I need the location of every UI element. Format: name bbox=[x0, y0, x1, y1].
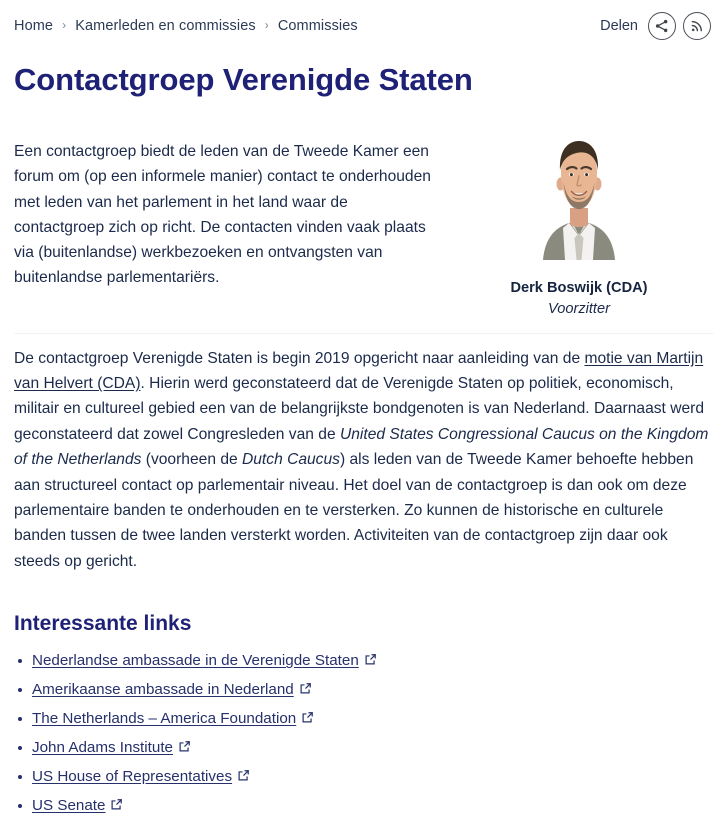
link-netherlands-america-foundation[interactable]: The Netherlands – America Foundation bbox=[32, 710, 297, 728]
body-paragraph bbox=[14, 346, 714, 575]
portrait-illustration bbox=[535, 132, 623, 260]
body-text-part-2: . Hierin werd geconstateerd dat de Verenigde Staten op politiek, economisch, militair en cultureel gebied een van de belangrijkste bondgenoten is van Nederland. Daarnaast werd geconstateerd dat zowel Congresleden van de bbox=[14, 374, 705, 443]
portrait-name: Derk Boswijk (CDA) bbox=[510, 279, 648, 296]
share-button[interactable] bbox=[648, 12, 676, 40]
external-link-icon bbox=[237, 769, 250, 782]
breadcrumb-item-kamerleden-en-commissies[interactable]: Kamerleden en commissies bbox=[75, 18, 256, 34]
link-us-senate[interactable]: US Senate bbox=[32, 797, 106, 815]
portrait-block bbox=[434, 124, 714, 317]
list-item bbox=[14, 708, 714, 730]
intro-paragraph: Een contactgroep biedt de leden van de Tweede Kamer een forum om (op een informele manier) contact te onderhouden met leden van het parlement in het land waar de contactgroep zich op richt. De contacten vinden vaak plaats via (buitenlandse) werkbezoeken en ontvangsten van buitenlandse parlementariërs. bbox=[14, 143, 431, 287]
external-link-icon bbox=[110, 798, 123, 811]
share-group bbox=[600, 12, 714, 40]
portrait-role: Voorzitter bbox=[548, 300, 610, 317]
body-text-part-4: ) als leden van de Tweede Kamer behoefte hebben aan structureel contact op parlementair niveau. Het doel van de contactgroep is dan ook om deze parlementaire banden te onderhouden en te versterken. Zo kunnen de historische en culturele banden tussen de twee landen versterkt worden. Activiteiten van de contactgroep zijn daar ook steeds op gericht. bbox=[14, 451, 694, 570]
list-item bbox=[14, 679, 714, 701]
page-title: Contactgroep Verenigde Staten bbox=[14, 62, 473, 97]
list-item bbox=[14, 766, 714, 788]
body-text-part-3: (voorheen de bbox=[141, 451, 242, 469]
list-item bbox=[14, 650, 714, 672]
breadcrumb-item-commissies[interactable]: Commissies bbox=[277, 18, 358, 34]
share-label: Delen bbox=[600, 18, 638, 34]
link-nederlandse-ambassade[interactable]: Nederlandse ambassade in de Verenigde Staten bbox=[32, 652, 359, 670]
links-section-title: Interessante links bbox=[14, 612, 192, 636]
external-link-icon bbox=[299, 682, 312, 695]
motie-link[interactable]: motie van Martijn van Helvert (CDA) bbox=[14, 349, 704, 392]
breadcrumb-item-home[interactable]: Home bbox=[14, 18, 54, 34]
rss-icon bbox=[689, 18, 705, 34]
breadcrumb-separator-icon: › bbox=[264, 18, 269, 32]
topbar bbox=[14, 0, 714, 46]
section-divider bbox=[14, 333, 714, 334]
share-nodes-icon bbox=[654, 18, 670, 34]
rss-button[interactable] bbox=[683, 12, 711, 40]
list-item bbox=[14, 795, 714, 817]
external-link-icon bbox=[301, 711, 314, 724]
body-italic-caucus-name: United States Congressional Caucus on the Kingdom of the Netherlands bbox=[14, 425, 709, 469]
body-text-part-1: De contactgroep Verenigde Staten is begin 2019 opgericht naar aanleiding van de bbox=[14, 349, 585, 367]
external-link-icon bbox=[178, 740, 191, 753]
breadcrumb-separator-icon: › bbox=[62, 18, 67, 32]
link-amerikaanse-ambassade[interactable]: Amerikaanse ambassade in Nederland bbox=[32, 681, 294, 699]
body-italic-dutch-caucus: Dutch Caucus bbox=[242, 451, 340, 469]
list-item bbox=[14, 737, 714, 759]
intro-section bbox=[14, 124, 714, 317]
external-link-icon bbox=[364, 653, 377, 666]
portrait-photo bbox=[535, 132, 623, 260]
breadcrumb bbox=[14, 18, 358, 34]
interesting-links-list bbox=[14, 650, 714, 817]
link-us-house-of-representatives[interactable]: US House of Representatives bbox=[32, 768, 233, 786]
link-john-adams-institute[interactable]: John Adams Institute bbox=[32, 739, 173, 757]
